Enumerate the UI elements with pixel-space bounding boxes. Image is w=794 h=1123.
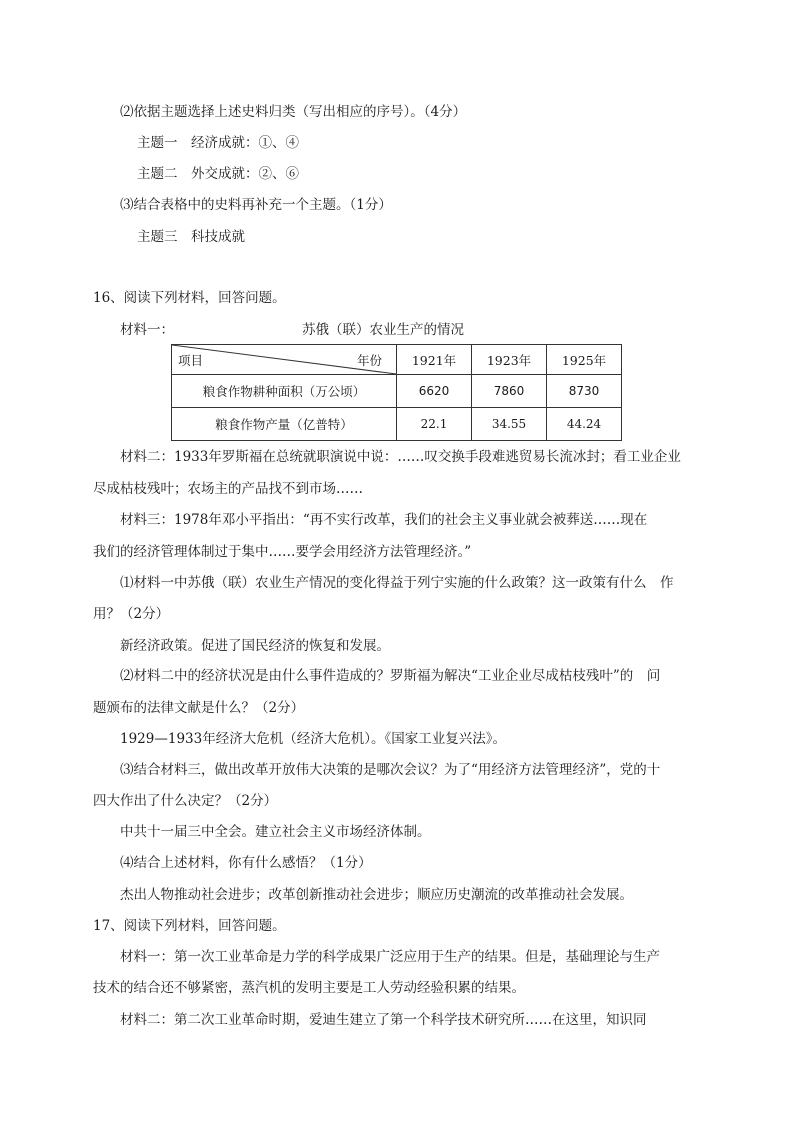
answer-1: 新经济政策。促进了国民经济的恢复和发展。 bbox=[120, 638, 390, 654]
table-row bbox=[172, 408, 622, 441]
table-header-row bbox=[172, 345, 622, 375]
sub-question-1-line-1: ⑴材料一中苏俄（联）农业生产情况的变化得益于列宁实施的什么政策？这一政策有什么 作 bbox=[120, 575, 674, 591]
table-cell: 6620 bbox=[397, 375, 472, 408]
sub-question-2-line-1: ⑵材料二中的经济状况是由什么事件造成的？罗斯福为解决“工业企业尽成枯枝残叶”的 问 bbox=[120, 668, 661, 684]
table-cell: 8730 bbox=[547, 375, 622, 408]
sub-question-3-line-1: ⑶结合材料三，做出改革开放伟大决策的是哪次会议？为了“用经济方法管理经济”，党的十 bbox=[120, 762, 661, 778]
sub-question-2-line-2: 题颁布的法律文献是什么？（2分） bbox=[93, 700, 305, 716]
answer-2: 1929—1933年经济大危机（经济大危机）。《国家工业复兴法》。 bbox=[120, 731, 506, 747]
question-16-heading: 16、阅读下列材料，回答问题。 bbox=[93, 290, 286, 306]
theme-2-answer: 主题二 外交成就：②、⑥ bbox=[137, 166, 299, 182]
table-caption: 苏俄（联）农业生产的情况 bbox=[302, 322, 464, 338]
material-2-line-2: 尽成枯枝残叶；农场主的产品找不到市场…… bbox=[93, 481, 363, 497]
material-3-line-1: 材料三：1978年邓小平指出：“再不实行改革，我们的社会主义事业就会被葬送……现在 bbox=[120, 512, 648, 528]
table-cell: 22.1 bbox=[397, 408, 472, 441]
year-1921: 1921年 bbox=[397, 345, 472, 375]
table-cell: 44.24 bbox=[547, 408, 622, 441]
header-year-label: 年份 bbox=[356, 353, 382, 368]
year-1923: 1923年 bbox=[472, 345, 547, 375]
table-header-diagonal-cell bbox=[172, 345, 397, 375]
header-item-label: 项目 bbox=[178, 353, 204, 368]
table-cell: 7860 bbox=[472, 375, 547, 408]
table-cell: 34.55 bbox=[472, 408, 547, 441]
material-3-line-2: 我们的经济管理体制过于集中……要学会用经济方法管理经济。” bbox=[93, 544, 472, 560]
answer-3: 中共十一届三中全会。建立社会主义市场经济体制。 bbox=[120, 824, 431, 840]
row-label: 粮食作物产量（亿普特） bbox=[172, 408, 397, 441]
material-1-label: 材料一： bbox=[120, 322, 174, 338]
q17-material-2-line-1: 材料二：第二次工业革命时期，爱迪生建立了第一个科学技术研究所……在这里，知识同 bbox=[120, 1012, 647, 1028]
row-label: 粮食作物耕种面积（万公顷） bbox=[172, 375, 397, 408]
theme-3-answer: 主题三 科技成就 bbox=[137, 229, 245, 245]
question-17-heading: 17、阅读下列材料，回答问题。 bbox=[93, 918, 286, 934]
q17-material-1-line-1: 材料一：第一次工业革命是力学的科学成果广泛应用于生产的结果。但是，基础理论与生产 bbox=[120, 949, 660, 965]
sub-question-3-line-2: 四大作出了什么决定？（2分） bbox=[93, 793, 278, 809]
table-row bbox=[172, 375, 622, 408]
sub-question-4: ⑷结合上述材料，你有什么感悟？（1分） bbox=[120, 855, 372, 871]
answer-4: 杰出人物推动社会进步；改革创新推动社会进步；顺应历史潮流的改革推动社会发展。 bbox=[120, 887, 633, 903]
question-3-prompt: ⑶结合表格中的史料再补充一个主题。（1分） bbox=[120, 197, 392, 213]
material-2-line-1: 材料二：1933年罗斯福在总统就职演说中说：……叹交换手段难逃贸易长流冰封；看工业企业 bbox=[120, 449, 681, 465]
theme-1-answer: 主题一 经济成就：①、④ bbox=[137, 135, 299, 151]
question-2-prompt: ⑵依据主题选择上述史料归类（写出相应的序号）。（4分） bbox=[120, 104, 467, 120]
year-1925: 1925年 bbox=[547, 345, 622, 375]
agriculture-table bbox=[171, 344, 622, 441]
q17-material-1-line-2: 技术的结合还不够紧密，蒸汽机的发明主要是工人劳动经验积累的结果。 bbox=[93, 980, 525, 996]
sub-question-1-line-2: 用？（2分） bbox=[93, 606, 170, 622]
